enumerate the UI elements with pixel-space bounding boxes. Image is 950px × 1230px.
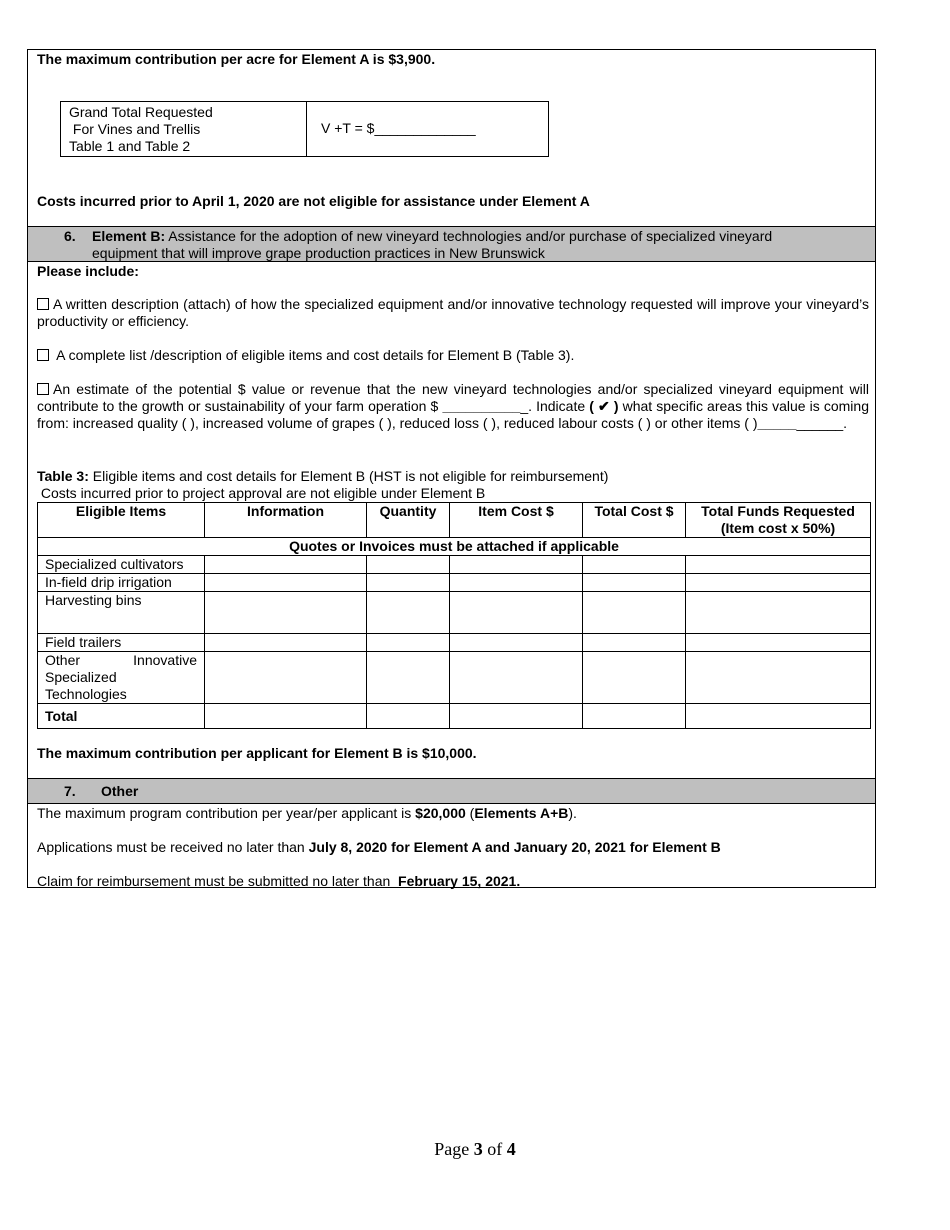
table-row: Specialized cultivators xyxy=(38,556,871,574)
section-6-header xyxy=(28,226,875,262)
section-7-header xyxy=(28,778,875,804)
funds-cell[interactable] xyxy=(686,556,871,574)
section-6-title: Element B: Assistance for the adoption of new vineyard technologies and/or purchase of specialized vineyard equipment that will improve grape production practices in New Brunswick xyxy=(92,228,773,261)
table-3-subcaption: Costs incurred prior to project approval are not eligible under Element B xyxy=(37,485,486,501)
total-cost-cell[interactable] xyxy=(583,592,686,634)
value-blank[interactable]: __________ xyxy=(442,398,521,414)
item-cost-cell[interactable] xyxy=(450,704,583,729)
grand-total-input[interactable]: V +T = $_____________ xyxy=(321,120,476,136)
funds-cell[interactable] xyxy=(686,634,871,652)
total-cost-cell[interactable] xyxy=(583,574,686,592)
section-7-number: 7. xyxy=(64,783,76,799)
col-header-information: Information xyxy=(205,503,367,538)
element-a-max-contribution: The maximum contribution per acre for Element A is $3,900. xyxy=(37,51,436,67)
item-cost-cell[interactable] xyxy=(450,556,583,574)
table-3 xyxy=(37,502,871,729)
col-header-total-cost: Total Cost $ xyxy=(583,503,686,538)
quantity-cell[interactable] xyxy=(367,556,450,574)
col-header-eligible-items: Eligible Items xyxy=(38,503,205,538)
checkbox[interactable] xyxy=(37,349,49,361)
application-deadline: Applications must be received no later than July 8, 2020 for Element A and January 20, 2021 for Element B xyxy=(37,839,721,855)
info-cell[interactable] xyxy=(205,652,367,704)
table-row: Harvesting bins xyxy=(38,592,871,634)
info-cell[interactable] xyxy=(205,634,367,652)
funds-cell[interactable] xyxy=(686,704,871,729)
max-program-contribution: The maximum program contribution per year/per applicant is $20,000 (Elements A+B). xyxy=(37,805,577,821)
checkbox[interactable] xyxy=(37,298,49,310)
item-cost-cell[interactable] xyxy=(450,634,583,652)
funds-cell[interactable] xyxy=(686,652,871,704)
funds-cell[interactable] xyxy=(686,592,871,634)
quotes-note: Quotes or Invoices must be attached if applicable xyxy=(38,538,871,556)
quantity-cell[interactable] xyxy=(367,704,450,729)
form-frame xyxy=(27,49,876,888)
funds-cell[interactable] xyxy=(686,574,871,592)
info-cell[interactable] xyxy=(205,574,367,592)
claim-deadline: Claim for reimbursement must be submitted no later than February 15, 2021. xyxy=(37,873,521,889)
item-cost-cell[interactable] xyxy=(450,574,583,592)
item-cost-cell[interactable] xyxy=(450,592,583,634)
quantity-cell[interactable] xyxy=(367,652,450,704)
include-item-value-estimate: An estimate of the potential $ value or revenue that the new vineyard technologies and/or specialized vineyard equipment will contribute to the growth or sustainability of your farm operation $ ___________. Indicate ( ✔ ) what specific areas this value is coming from: increased quality ( ), increased volume of grapes ( ), reduced loss ( ), reduced labour costs ( ) or other items ( )___________. xyxy=(37,381,869,431)
element-b-max-contribution: The maximum contribution per applicant for Element B is $10,000. xyxy=(37,745,477,761)
quantity-cell[interactable] xyxy=(367,574,450,592)
include-item-written-description: A written description (attach) of how the specialized equipment and/or innovative technology requested will improve your vineyard’s productivity or efficiency. xyxy=(37,296,869,329)
other-items-blank[interactable]: _____ xyxy=(757,415,797,431)
quantity-cell[interactable] xyxy=(367,634,450,652)
quantity-cell[interactable] xyxy=(367,592,450,634)
col-header-quantity: Quantity xyxy=(367,503,450,538)
info-cell[interactable] xyxy=(205,704,367,729)
total-cost-cell[interactable] xyxy=(583,704,686,729)
page-number: Page 3 of 4 xyxy=(434,1139,516,1159)
checkbox[interactable] xyxy=(37,383,49,395)
section-7-title: Other xyxy=(101,783,139,799)
info-cell[interactable] xyxy=(205,592,367,634)
col-header-total-funds: Total Funds Requested (Item cost x 50%) xyxy=(686,503,871,538)
grand-total-label: Grand Total Requested For Vines and Trellis Table 1 and Table 2 xyxy=(61,102,307,156)
item-cost-cell[interactable] xyxy=(450,652,583,704)
total-cost-cell[interactable] xyxy=(583,556,686,574)
info-cell[interactable] xyxy=(205,556,367,574)
element-a-costs-note: Costs incurred prior to April 1, 2020 are not eligible for assistance under Element A xyxy=(37,193,590,209)
include-item-complete-list: A complete list /description of eligible items and cost details for Element B (Table 3). xyxy=(37,347,869,364)
table-row: Field trailers xyxy=(38,634,871,652)
table-3-caption: Table 3: Eligible items and cost details for Element B (HST is not eligible for reimbursement) Costs incurred prior to project approval are not eligible under Element B xyxy=(37,468,609,501)
table-row: In-field drip irrigation xyxy=(38,574,871,592)
col-header-item-cost: Item Cost $ xyxy=(450,503,583,538)
grand-total-box xyxy=(60,101,549,157)
check-mark-icon: ( ✔ ) xyxy=(589,398,619,414)
please-include-label: Please include: xyxy=(37,263,139,279)
table-total-row: Total xyxy=(38,704,871,729)
total-cost-cell[interactable] xyxy=(583,634,686,652)
total-cost-cell[interactable] xyxy=(583,652,686,704)
section-6-number: 6. xyxy=(64,228,76,244)
table-row: Other Innovative Specialized Technologies xyxy=(38,652,871,704)
